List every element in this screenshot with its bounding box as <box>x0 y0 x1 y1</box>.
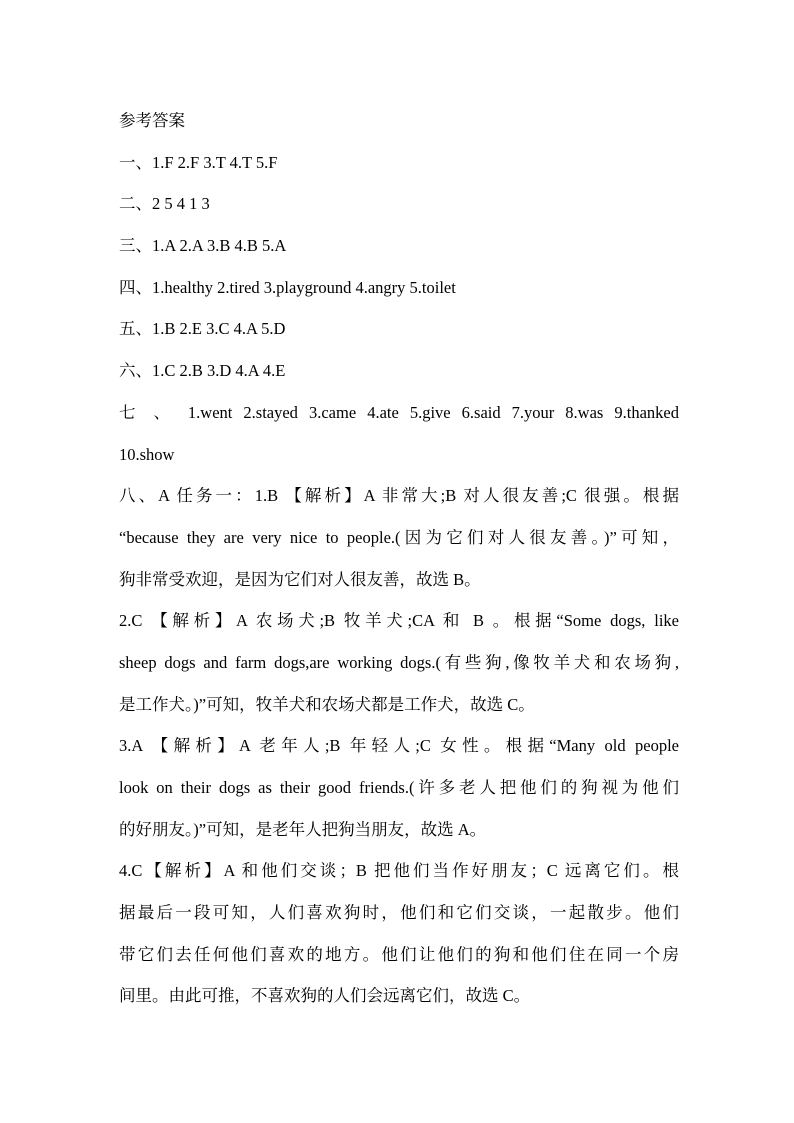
explanation-line: sheep dogs and farm dogs,are working dogs.(有些狗,像牧羊犬和农场狗, <box>119 652 679 672</box>
explanation-line: 八、A 任务一：1.B 【解析】A 非常大;B 对人很友善;C 很强。根据 <box>119 486 679 506</box>
answer-section-3 <box>119 225 679 267</box>
answer-section-6 <box>119 350 679 392</box>
answer-key-page <box>119 100 679 1017</box>
explanation-2 <box>119 600 679 725</box>
answer-section-7 <box>119 392 679 475</box>
answer-line: 五、1.B 2.E 3.C 4.A 5.D <box>119 319 286 339</box>
explanation-line: 狗非常受欢迎，是因为它们对人很友善，故选 B。 <box>119 569 481 589</box>
answer-line: 二、2 5 4 1 3 <box>119 194 210 214</box>
answer-line: 三、1.A 2.A 3.B 4.B 5.A <box>119 236 287 256</box>
explanation-line: 据最后一段可知，人们喜欢狗时，他们和它们交谈，一起散步。他们 <box>119 903 679 923</box>
answer-line: 一、1.F 2.F 3.T 4.T 5.F <box>119 152 278 172</box>
explanation-line: 的好朋友。)”可知，是老年人把狗当朋友，故选 A。 <box>119 819 487 839</box>
explanation-line: 2.C 【解析】A 农场犬;B 牧羊犬;CA 和 B 。根据“Some dogs, like <box>119 611 679 631</box>
explanation-line: 4.C【解析】A 和他们交谈；B 把他们当作好朋友；C 远离它们。根 <box>119 861 679 881</box>
answer-line: 10.show <box>119 444 175 464</box>
explanation-line: 带它们去任何他们喜欢的地方。他们让他们的狗和他们住在同一个房 <box>119 944 679 964</box>
page-title: 参考答案 <box>119 111 185 130</box>
explanation-3 <box>119 725 679 850</box>
explanation-line: 间里。由此可推，不喜欢狗的人们会远离它们，故选 C。 <box>119 986 531 1006</box>
answer-section-2 <box>119 183 679 225</box>
explanation-line: 是工作犬。)”可知，牧羊犬和农场犬都是工作犬，故选 C。 <box>119 694 535 714</box>
answer-section-8 <box>119 475 679 600</box>
answer-section-5 <box>119 308 679 350</box>
answer-line: 六、1.C 2.B 3.D 4.A 4.E <box>119 361 286 381</box>
answer-section-1 <box>119 142 679 184</box>
explanation-4 <box>119 850 679 1017</box>
explanation-line: look on their dogs as their good friends.(许多老人把他们的狗视为他们 <box>119 778 679 797</box>
explanation-line: 3.A 【解析】A 老年人;B 年轻人;C 女性。根据“Many old people <box>119 736 679 756</box>
answer-line: 七 、 1.went 2.stayed 3.came 4.ate 5.give 6.said 7.your 8.was 9.thanked <box>119 402 679 422</box>
answer-line: 四、1.healthy 2.tired 3.playground 4.angry 5.toilet <box>119 277 456 297</box>
explanation-line: “because they are very nice to people.(因为它们对人很友善。)”可知， <box>119 527 679 547</box>
answer-section-4 <box>119 267 679 309</box>
